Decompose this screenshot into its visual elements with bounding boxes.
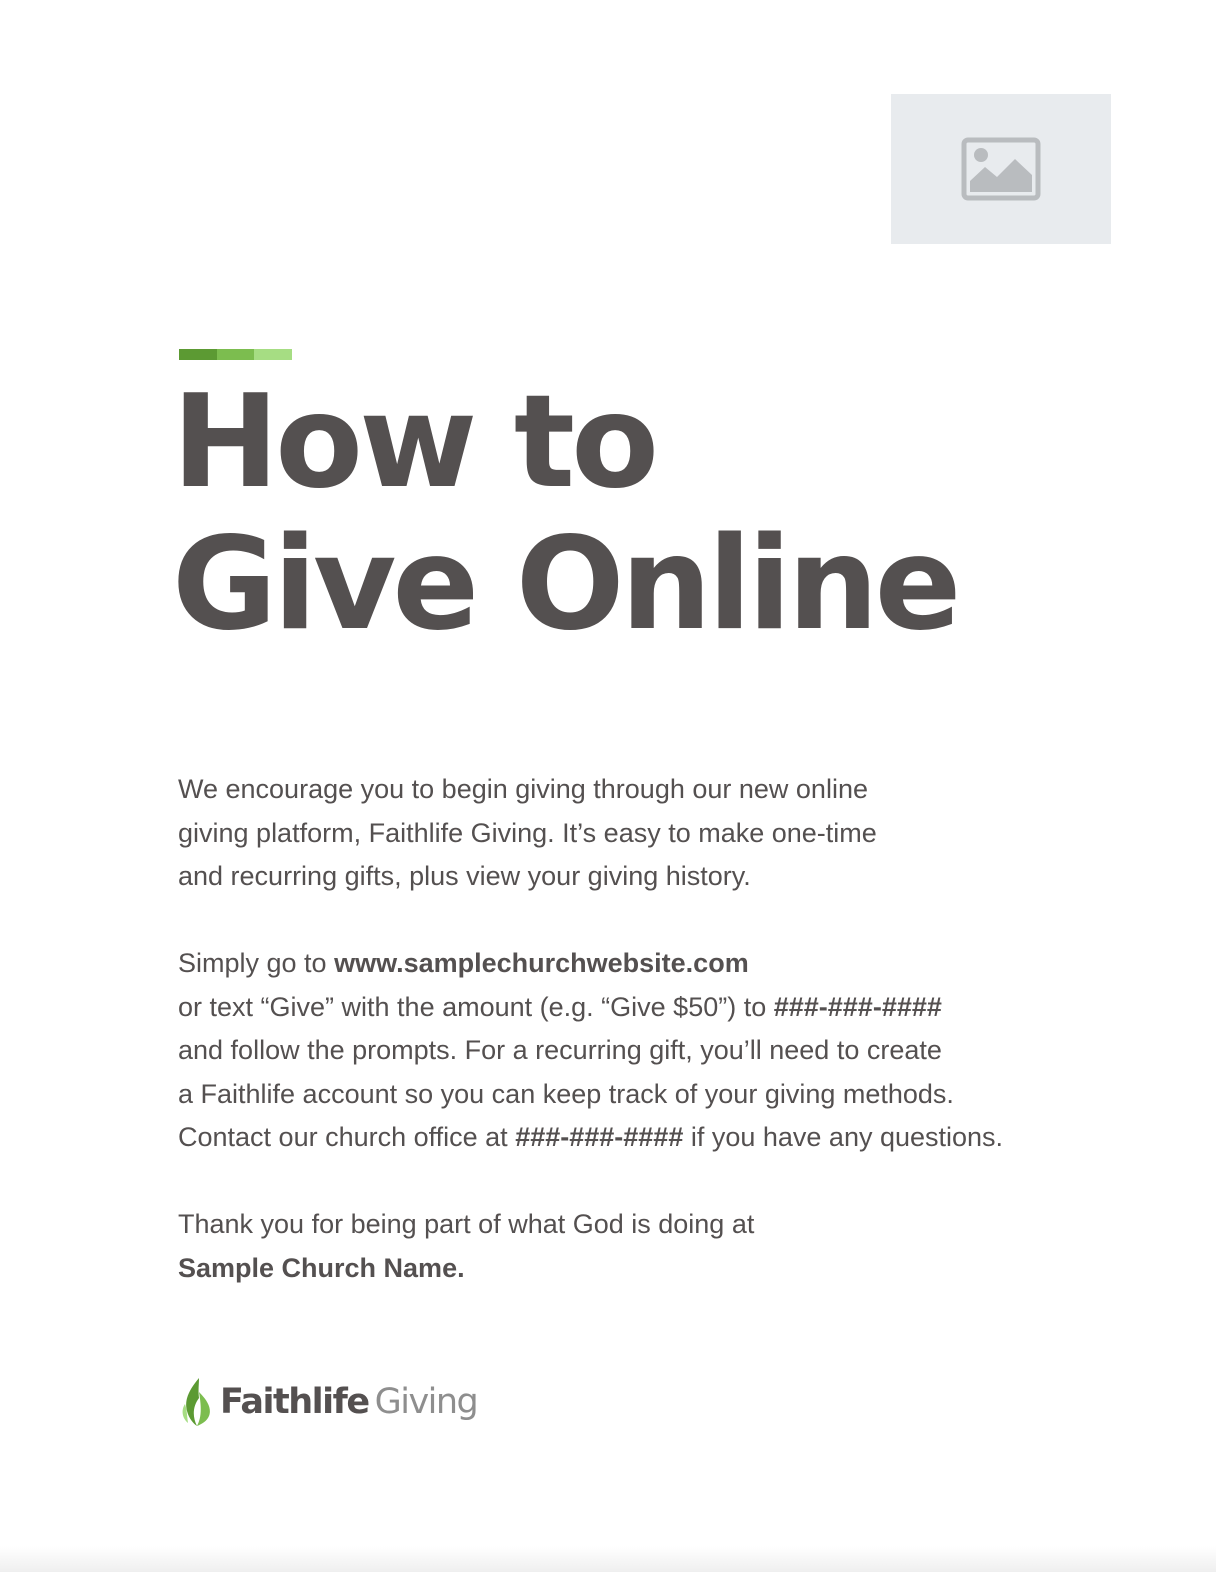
- image-placeholder: [891, 94, 1111, 244]
- flame-leaf-icon: [180, 1376, 214, 1428]
- instructions-paragraph: [178, 942, 1078, 1160]
- instructions-line-4: a Faithlife account so you can keep track of your giving methods.: [178, 1078, 954, 1109]
- instructions-line-2: [178, 986, 1078, 1030]
- title-line-2: Give Online: [172, 510, 958, 659]
- intro-paragraph: [178, 768, 1078, 899]
- accent-bar: [179, 349, 292, 360]
- intro-line-3: and recurring gifts, plus view your giving history.: [178, 861, 751, 891]
- instructions-line-2-prefix: or text “Give” with the amount (e.g. “Give $50”) to: [178, 991, 774, 1022]
- text-number: ###-###-####: [773, 991, 942, 1022]
- instructions-line-5-prefix: Contact our church office at: [178, 1122, 516, 1152]
- office-number: ###-###-####: [515, 1122, 684, 1152]
- image-icon: [961, 137, 1041, 201]
- logo-word-giving: Giving: [374, 1382, 478, 1422]
- accent-bar-segment-light: [254, 349, 292, 360]
- instructions-line-5: [178, 1116, 1078, 1160]
- intro-line-2: giving platform, Faithlife Giving. It’s easy to make one-time: [178, 817, 877, 848]
- instructions-line-5-suffix: if you have any questions.: [683, 1122, 1004, 1152]
- title-line-1: How to: [172, 368, 655, 517]
- accent-bar-segment-dark: [179, 349, 217, 360]
- intro-line-1: We encourage you to begin giving through our new online: [178, 774, 868, 804]
- body-text: [178, 768, 1078, 1334]
- website-url: www.samplechurchwebsite.com: [334, 948, 749, 978]
- instructions-line-3: and follow the prompts. For a recurring gift, you’ll need to create: [178, 1035, 942, 1065]
- faithlife-giving-logo: [180, 1376, 477, 1428]
- page-title: [172, 368, 958, 659]
- instructions-line-1: [178, 942, 1078, 986]
- thanks-paragraph: [178, 1203, 1078, 1290]
- accent-bar-segment-mid: [217, 349, 255, 360]
- thanks-line-1: Thank you for being part of what God is doing at: [178, 1209, 755, 1239]
- page-bottom-edge: [0, 1546, 1216, 1572]
- instructions-line-1-prefix: Simply go to: [178, 948, 335, 978]
- logo-word-faithlife: Faithlife: [220, 1382, 369, 1422]
- church-name: Sample Church Name.: [178, 1252, 465, 1283]
